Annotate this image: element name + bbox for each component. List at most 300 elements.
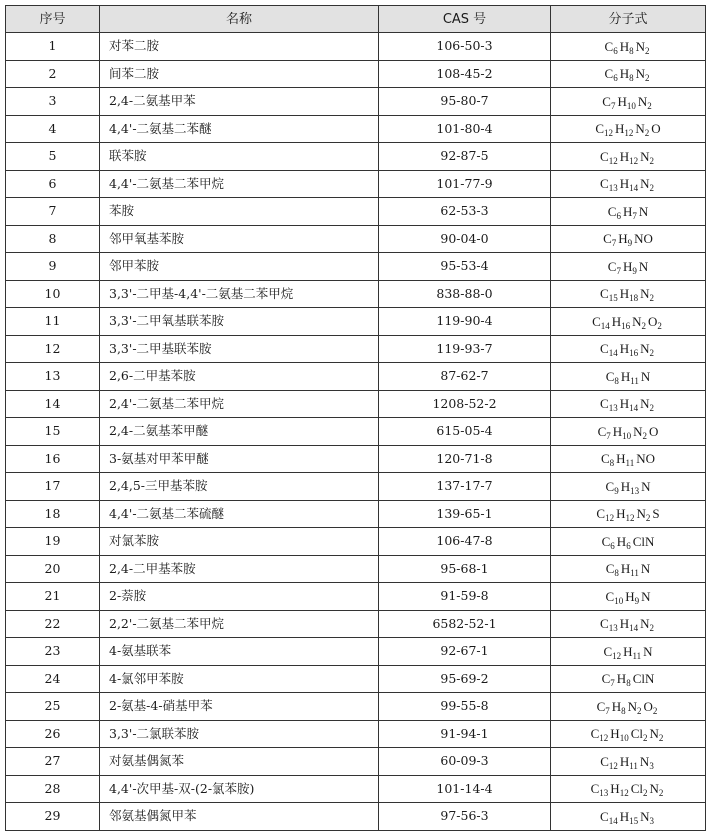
row-number: 18 xyxy=(6,500,100,528)
formula-subscript: 12 xyxy=(608,760,618,771)
row-number: 1 xyxy=(6,33,100,61)
formula-element: N xyxy=(640,368,651,384)
formula-element: H xyxy=(620,561,631,577)
formula-element: C xyxy=(607,203,617,219)
formula-subscript: 7 xyxy=(616,265,621,276)
cas-number: 106-47-8 xyxy=(379,528,551,556)
formula-subscript: 9 xyxy=(614,485,619,496)
table-row xyxy=(6,583,706,611)
row-number: 12 xyxy=(6,335,100,363)
formula-subscript: 8 xyxy=(629,45,634,56)
formula-subscript: 3 xyxy=(649,760,654,771)
formula-subscript: 7 xyxy=(605,705,610,716)
cas-number: 95-80-7 xyxy=(379,88,551,116)
formula-subscript: 15 xyxy=(608,293,618,304)
molecular-formula xyxy=(551,88,706,116)
formula-subscript: 11 xyxy=(629,760,638,771)
formula-subscript: 9 xyxy=(627,238,633,249)
cas-number: 62-53-3 xyxy=(379,198,551,226)
row-number: 13 xyxy=(6,363,100,391)
compound-name: 2-萘胺 xyxy=(100,583,379,611)
header-formula: 分子式 xyxy=(551,6,706,33)
formula-subscript: 2 xyxy=(642,430,648,441)
cas-number: 120-71-8 xyxy=(379,445,551,473)
formula-element: N xyxy=(640,808,650,824)
molecular-formula xyxy=(551,610,706,638)
table-row xyxy=(6,225,706,253)
cas-number: 838-88-0 xyxy=(379,280,551,308)
formula-subscript: 14 xyxy=(600,320,610,331)
formula-element: NO xyxy=(634,231,653,247)
formula-subscript: 7 xyxy=(610,678,615,689)
molecular-formula xyxy=(551,390,706,418)
formula-element: H xyxy=(615,121,625,137)
formula-subscript: 10 xyxy=(614,595,624,606)
molecular-formula xyxy=(551,528,706,556)
formula-subscript: 6 xyxy=(610,540,615,551)
formula-element: C xyxy=(597,423,607,439)
formula-subscript: 12 xyxy=(604,128,613,139)
compound-name: 邻甲苯胺 xyxy=(100,253,379,281)
formula-element: N xyxy=(640,341,650,357)
formula-subscript: 8 xyxy=(614,568,619,579)
formula-element: C xyxy=(600,616,609,632)
formula-element: H xyxy=(619,148,630,164)
compound-name: 3-氨基对甲苯甲醚 xyxy=(100,445,379,473)
aromatic-amines-table xyxy=(5,5,706,831)
formula-subscript: 2 xyxy=(644,128,650,139)
compound-name: 3,3'-二氯联苯胺 xyxy=(100,720,379,748)
formula-element: C xyxy=(600,396,609,412)
formula-element: N xyxy=(633,423,643,439)
cas-number: 139-65-1 xyxy=(379,500,551,528)
molecular-formula xyxy=(551,33,706,61)
formula-subscript: 8 xyxy=(614,375,619,386)
molecular-formula xyxy=(551,803,706,831)
formula-element: C xyxy=(604,66,614,82)
formula-subscript: 6 xyxy=(613,73,618,84)
cas-number: 92-67-1 xyxy=(379,638,551,666)
row-number: 9 xyxy=(6,253,100,281)
formula-element: H xyxy=(617,93,627,109)
formula-subscript: 2 xyxy=(637,705,642,716)
formula-subscript: 11 xyxy=(632,650,642,661)
formula-element: H xyxy=(616,671,627,687)
formula-element: H xyxy=(622,258,633,274)
table-row xyxy=(6,610,706,638)
formula-element: C xyxy=(605,561,615,577)
formula-subscript: 13 xyxy=(608,623,618,634)
formula-element: H xyxy=(619,616,630,632)
formula-subscript: 6 xyxy=(613,45,618,56)
formula-element: N xyxy=(640,396,650,412)
compound-name: 4,4'-二氨基二苯醚 xyxy=(100,115,379,143)
formula-element: H xyxy=(618,231,628,247)
formula-subscript: 10 xyxy=(626,100,636,111)
formula-subscript: 3 xyxy=(649,815,654,826)
formula-element: Cl xyxy=(630,781,643,797)
compound-name: 邻甲氧基苯胺 xyxy=(100,225,379,253)
formula-element: C xyxy=(600,753,609,769)
formula-element: N xyxy=(641,588,651,604)
cas-number: 99-55-8 xyxy=(379,693,551,721)
row-number: 20 xyxy=(6,555,100,583)
compound-name: 2,4-二氨基甲苯 xyxy=(100,88,379,116)
table-row xyxy=(6,88,706,116)
compound-name: 3,3'-二甲基-4,4'-二氨基二苯甲烷 xyxy=(100,280,379,308)
table-row xyxy=(6,693,706,721)
table-row xyxy=(6,555,706,583)
compound-name: 2,4'-二氨基二苯甲烷 xyxy=(100,390,379,418)
compound-name: 间苯二胺 xyxy=(100,60,379,88)
formula-element: N xyxy=(637,93,648,109)
table-body xyxy=(6,33,706,831)
molecular-formula xyxy=(551,115,706,143)
cas-number: 91-94-1 xyxy=(379,720,551,748)
formula-subscript: 10 xyxy=(622,430,632,441)
molecular-formula xyxy=(551,198,706,226)
table-row xyxy=(6,33,706,61)
formula-element: C xyxy=(604,38,614,54)
compound-name: 苯胺 xyxy=(100,198,379,226)
cas-number: 106-50-3 xyxy=(379,33,551,61)
cas-number: 6582-52-1 xyxy=(379,610,551,638)
table-row xyxy=(6,775,706,803)
formula-element: C xyxy=(596,506,606,522)
formula-element: N xyxy=(649,726,659,742)
formula-element: N xyxy=(635,121,645,137)
formula-subscript: 2 xyxy=(645,513,651,524)
formula-element: N xyxy=(635,66,645,82)
formula-element: Cl xyxy=(630,726,643,742)
row-number: 23 xyxy=(6,638,100,666)
formula-element: C xyxy=(590,726,600,742)
table-row xyxy=(6,363,706,391)
molecular-formula xyxy=(551,335,706,363)
molecular-formula xyxy=(551,555,706,583)
formula-element: C xyxy=(601,533,611,549)
compound-name: 4,4'-次甲基-双-(2-氯苯胺) xyxy=(100,775,379,803)
formula-element: C xyxy=(600,176,609,192)
formula-element: H xyxy=(616,533,627,549)
table-row xyxy=(6,115,706,143)
formula-subscript: 11 xyxy=(630,375,639,386)
formula-element: C xyxy=(603,231,612,247)
cas-number: 119-90-4 xyxy=(379,308,551,336)
cas-number: 91-59-8 xyxy=(379,583,551,611)
formula-subscript: 2 xyxy=(652,705,658,716)
molecular-formula xyxy=(551,308,706,336)
cas-number: 101-14-4 xyxy=(379,775,551,803)
row-number: 4 xyxy=(6,115,100,143)
cas-number: 101-77-9 xyxy=(379,170,551,198)
formula-element: N xyxy=(649,781,659,797)
header-no: 序号 xyxy=(6,6,100,33)
compound-name: 3,3'-二甲基联苯胺 xyxy=(100,335,379,363)
row-number: 16 xyxy=(6,445,100,473)
formula-element: H xyxy=(619,341,630,357)
table-header xyxy=(6,6,706,33)
compound-name: 对氯苯胺 xyxy=(100,528,379,556)
formula-element: H xyxy=(619,38,630,54)
formula-element: C xyxy=(600,451,610,467)
molecular-formula xyxy=(551,445,706,473)
molecular-formula xyxy=(551,143,706,171)
formula-subscript: 6 xyxy=(616,210,621,221)
formula-subscript: 2 xyxy=(644,73,650,84)
formula-subscript: 2 xyxy=(649,623,654,634)
molecular-formula xyxy=(551,170,706,198)
formula-element: H xyxy=(616,451,626,467)
formula-subscript: 16 xyxy=(621,320,631,331)
table-row xyxy=(6,418,706,446)
formula-element: O xyxy=(651,121,661,137)
formula-element: N xyxy=(640,286,650,302)
row-number: 29 xyxy=(6,803,100,831)
cas-number: 95-69-2 xyxy=(379,665,551,693)
row-number: 26 xyxy=(6,720,100,748)
formula-element: O xyxy=(648,313,658,329)
table-row xyxy=(6,528,706,556)
formula-subscript: 2 xyxy=(649,183,654,194)
formula-element: C xyxy=(607,258,617,274)
formula-element: C xyxy=(605,478,615,494)
formula-element: H xyxy=(619,66,630,82)
row-number: 25 xyxy=(6,693,100,721)
table-row xyxy=(6,60,706,88)
row-number: 7 xyxy=(6,198,100,226)
compound-name: 4,4'-二氨基二苯甲烷 xyxy=(100,170,379,198)
molecular-formula xyxy=(551,775,706,803)
compound-name: 对氨基偶氮苯 xyxy=(100,748,379,776)
formula-element: O xyxy=(649,423,659,439)
formula-subscript: 14 xyxy=(608,815,618,826)
molecular-formula xyxy=(551,720,706,748)
formula-element: N xyxy=(638,258,649,274)
formula-element: S xyxy=(652,506,660,522)
molecular-formula xyxy=(551,418,706,446)
table-row xyxy=(6,748,706,776)
row-number: 19 xyxy=(6,528,100,556)
header-row xyxy=(6,6,706,33)
formula-element: H xyxy=(619,753,630,769)
cas-number: 101-80-4 xyxy=(379,115,551,143)
formula-element: C xyxy=(601,671,611,687)
formula-subscript: 14 xyxy=(608,348,618,359)
compound-name: 3,3'-二甲氧基联苯胺 xyxy=(100,308,379,336)
formula-element: C xyxy=(605,368,615,384)
formula-subscript: 12 xyxy=(624,128,634,139)
table-row xyxy=(6,170,706,198)
formula-subscript: 10 xyxy=(619,733,629,744)
formula-subscript: 2 xyxy=(647,100,652,111)
molecular-formula xyxy=(551,473,706,501)
formula-element: N xyxy=(640,176,650,192)
header-cas: CAS 号 xyxy=(379,6,551,33)
formula-subscript: 7 xyxy=(632,210,637,221)
cas-number: 60-09-3 xyxy=(379,748,551,776)
formula-subscript: 14 xyxy=(629,183,639,194)
formula-subscript: 18 xyxy=(629,293,639,304)
formula-element: H xyxy=(612,423,623,439)
formula-element: C xyxy=(600,286,609,302)
molecular-formula xyxy=(551,693,706,721)
compound-name: 2,2'-二氨基二苯甲烷 xyxy=(100,610,379,638)
molecular-formula xyxy=(551,60,706,88)
table-row xyxy=(6,445,706,473)
formula-subscript: 13 xyxy=(608,403,618,414)
formula-element: C xyxy=(602,93,611,109)
molecular-formula xyxy=(551,363,706,391)
formula-subscript: 6 xyxy=(626,540,631,551)
row-number: 27 xyxy=(6,748,100,776)
compound-name: 2,6-二甲基苯胺 xyxy=(100,363,379,391)
compound-name: 2,4-二甲基苯胺 xyxy=(100,555,379,583)
cas-number: 95-53-4 xyxy=(379,253,551,281)
formula-subscript: 12 xyxy=(605,513,615,524)
row-number: 5 xyxy=(6,143,100,171)
formula-element: H xyxy=(616,506,626,522)
formula-subscript: 2 xyxy=(649,348,654,359)
compound-name: 联苯胺 xyxy=(100,143,379,171)
formula-element: H xyxy=(610,726,620,742)
formula-element: N xyxy=(640,616,650,632)
formula-element: N xyxy=(638,203,649,219)
row-number: 2 xyxy=(6,60,100,88)
formula-element: H xyxy=(623,643,633,659)
cas-number: 92-87-5 xyxy=(379,143,551,171)
formula-subscript: 12 xyxy=(619,788,629,799)
row-number: 10 xyxy=(6,280,100,308)
formula-element: H xyxy=(620,478,631,494)
table-row xyxy=(6,308,706,336)
row-number: 22 xyxy=(6,610,100,638)
table-row xyxy=(6,638,706,666)
table-row xyxy=(6,253,706,281)
formula-element: H xyxy=(625,588,635,604)
molecular-formula xyxy=(551,638,706,666)
row-number: 6 xyxy=(6,170,100,198)
formula-element: H xyxy=(619,808,630,824)
formula-element: C xyxy=(600,341,609,357)
formula-element: H xyxy=(611,698,622,714)
formula-subscript: 11 xyxy=(625,458,635,469)
formula-subscript: 16 xyxy=(629,348,639,359)
cas-number: 615-05-4 xyxy=(379,418,551,446)
formula-element: C xyxy=(595,121,604,137)
formula-element: O xyxy=(643,698,653,714)
formula-element: C xyxy=(590,781,600,797)
table-row xyxy=(6,198,706,226)
formula-element: C xyxy=(592,313,601,329)
row-number: 11 xyxy=(6,308,100,336)
row-number: 24 xyxy=(6,665,100,693)
formula-element: N xyxy=(635,38,645,54)
formula-element: N xyxy=(627,698,638,714)
table-row xyxy=(6,335,706,363)
formula-element: NO xyxy=(636,451,655,467)
formula-element: C xyxy=(603,643,613,659)
formula-subscript: 2 xyxy=(642,788,648,799)
formula-subscript: 2 xyxy=(657,320,662,331)
cas-number: 119-93-7 xyxy=(379,335,551,363)
formula-subscript: 9 xyxy=(634,595,640,606)
row-number: 28 xyxy=(6,775,100,803)
formula-subscript: 2 xyxy=(658,788,664,799)
row-number: 3 xyxy=(6,88,100,116)
formula-subscript: 7 xyxy=(606,430,611,441)
table-row xyxy=(6,500,706,528)
table-container xyxy=(5,5,706,831)
row-number: 14 xyxy=(6,390,100,418)
table-row xyxy=(6,390,706,418)
formula-subscript: 7 xyxy=(610,100,616,111)
formula-subscript: 2 xyxy=(649,155,654,166)
compound-name: 2-氨基-4-硝基甲苯 xyxy=(100,693,379,721)
table-row xyxy=(6,720,706,748)
cas-number: 108-45-2 xyxy=(379,60,551,88)
table-row xyxy=(6,665,706,693)
formula-subscript: 2 xyxy=(649,293,654,304)
formula-element: H xyxy=(620,368,631,384)
formula-element: ClN xyxy=(632,671,655,687)
formula-element: C xyxy=(600,808,609,824)
formula-subscript: 12 xyxy=(599,733,609,744)
compound-name: 4-氯邻甲苯胺 xyxy=(100,665,379,693)
formula-element: H xyxy=(610,781,620,797)
formula-element: C xyxy=(600,148,609,164)
formula-element: H xyxy=(619,396,630,412)
formula-subscript: 14 xyxy=(629,623,639,634)
formula-subscript: 8 xyxy=(609,458,615,469)
formula-subscript: 8 xyxy=(621,705,626,716)
cas-number: 1208-52-2 xyxy=(379,390,551,418)
compound-name: 4,4'-二氨基二苯硫醚 xyxy=(100,500,379,528)
formula-subscript: 2 xyxy=(658,733,664,744)
formula-element: N xyxy=(639,753,650,769)
formula-subscript: 8 xyxy=(626,678,631,689)
formula-element: N xyxy=(640,561,651,577)
molecular-formula xyxy=(551,225,706,253)
formula-subscript: 13 xyxy=(608,183,618,194)
formula-subscript: 13 xyxy=(630,485,640,496)
formula-element: H xyxy=(611,313,622,329)
formula-subscript: 12 xyxy=(625,513,635,524)
formula-element: N xyxy=(641,478,651,494)
cas-number: 90-04-0 xyxy=(379,225,551,253)
table-row xyxy=(6,473,706,501)
formula-subscript: 15 xyxy=(629,815,639,826)
formula-element: N xyxy=(632,313,642,329)
formula-subscript: 12 xyxy=(612,650,622,661)
molecular-formula xyxy=(551,583,706,611)
molecular-formula xyxy=(551,253,706,281)
formula-subscript: 2 xyxy=(644,45,650,56)
table-row xyxy=(6,143,706,171)
formula-element: C xyxy=(596,698,606,714)
table-row xyxy=(6,280,706,308)
formula-element: N xyxy=(636,506,646,522)
compound-name: 邻氨基偶氮甲苯 xyxy=(100,803,379,831)
row-number: 8 xyxy=(6,225,100,253)
formula-subscript: 14 xyxy=(629,403,639,414)
formula-subscript: 8 xyxy=(629,73,634,84)
formula-subscript: 12 xyxy=(608,155,618,166)
cas-number: 137-17-7 xyxy=(379,473,551,501)
cas-number: 95-68-1 xyxy=(379,555,551,583)
row-number: 15 xyxy=(6,418,100,446)
formula-subscript: 2 xyxy=(642,733,648,744)
